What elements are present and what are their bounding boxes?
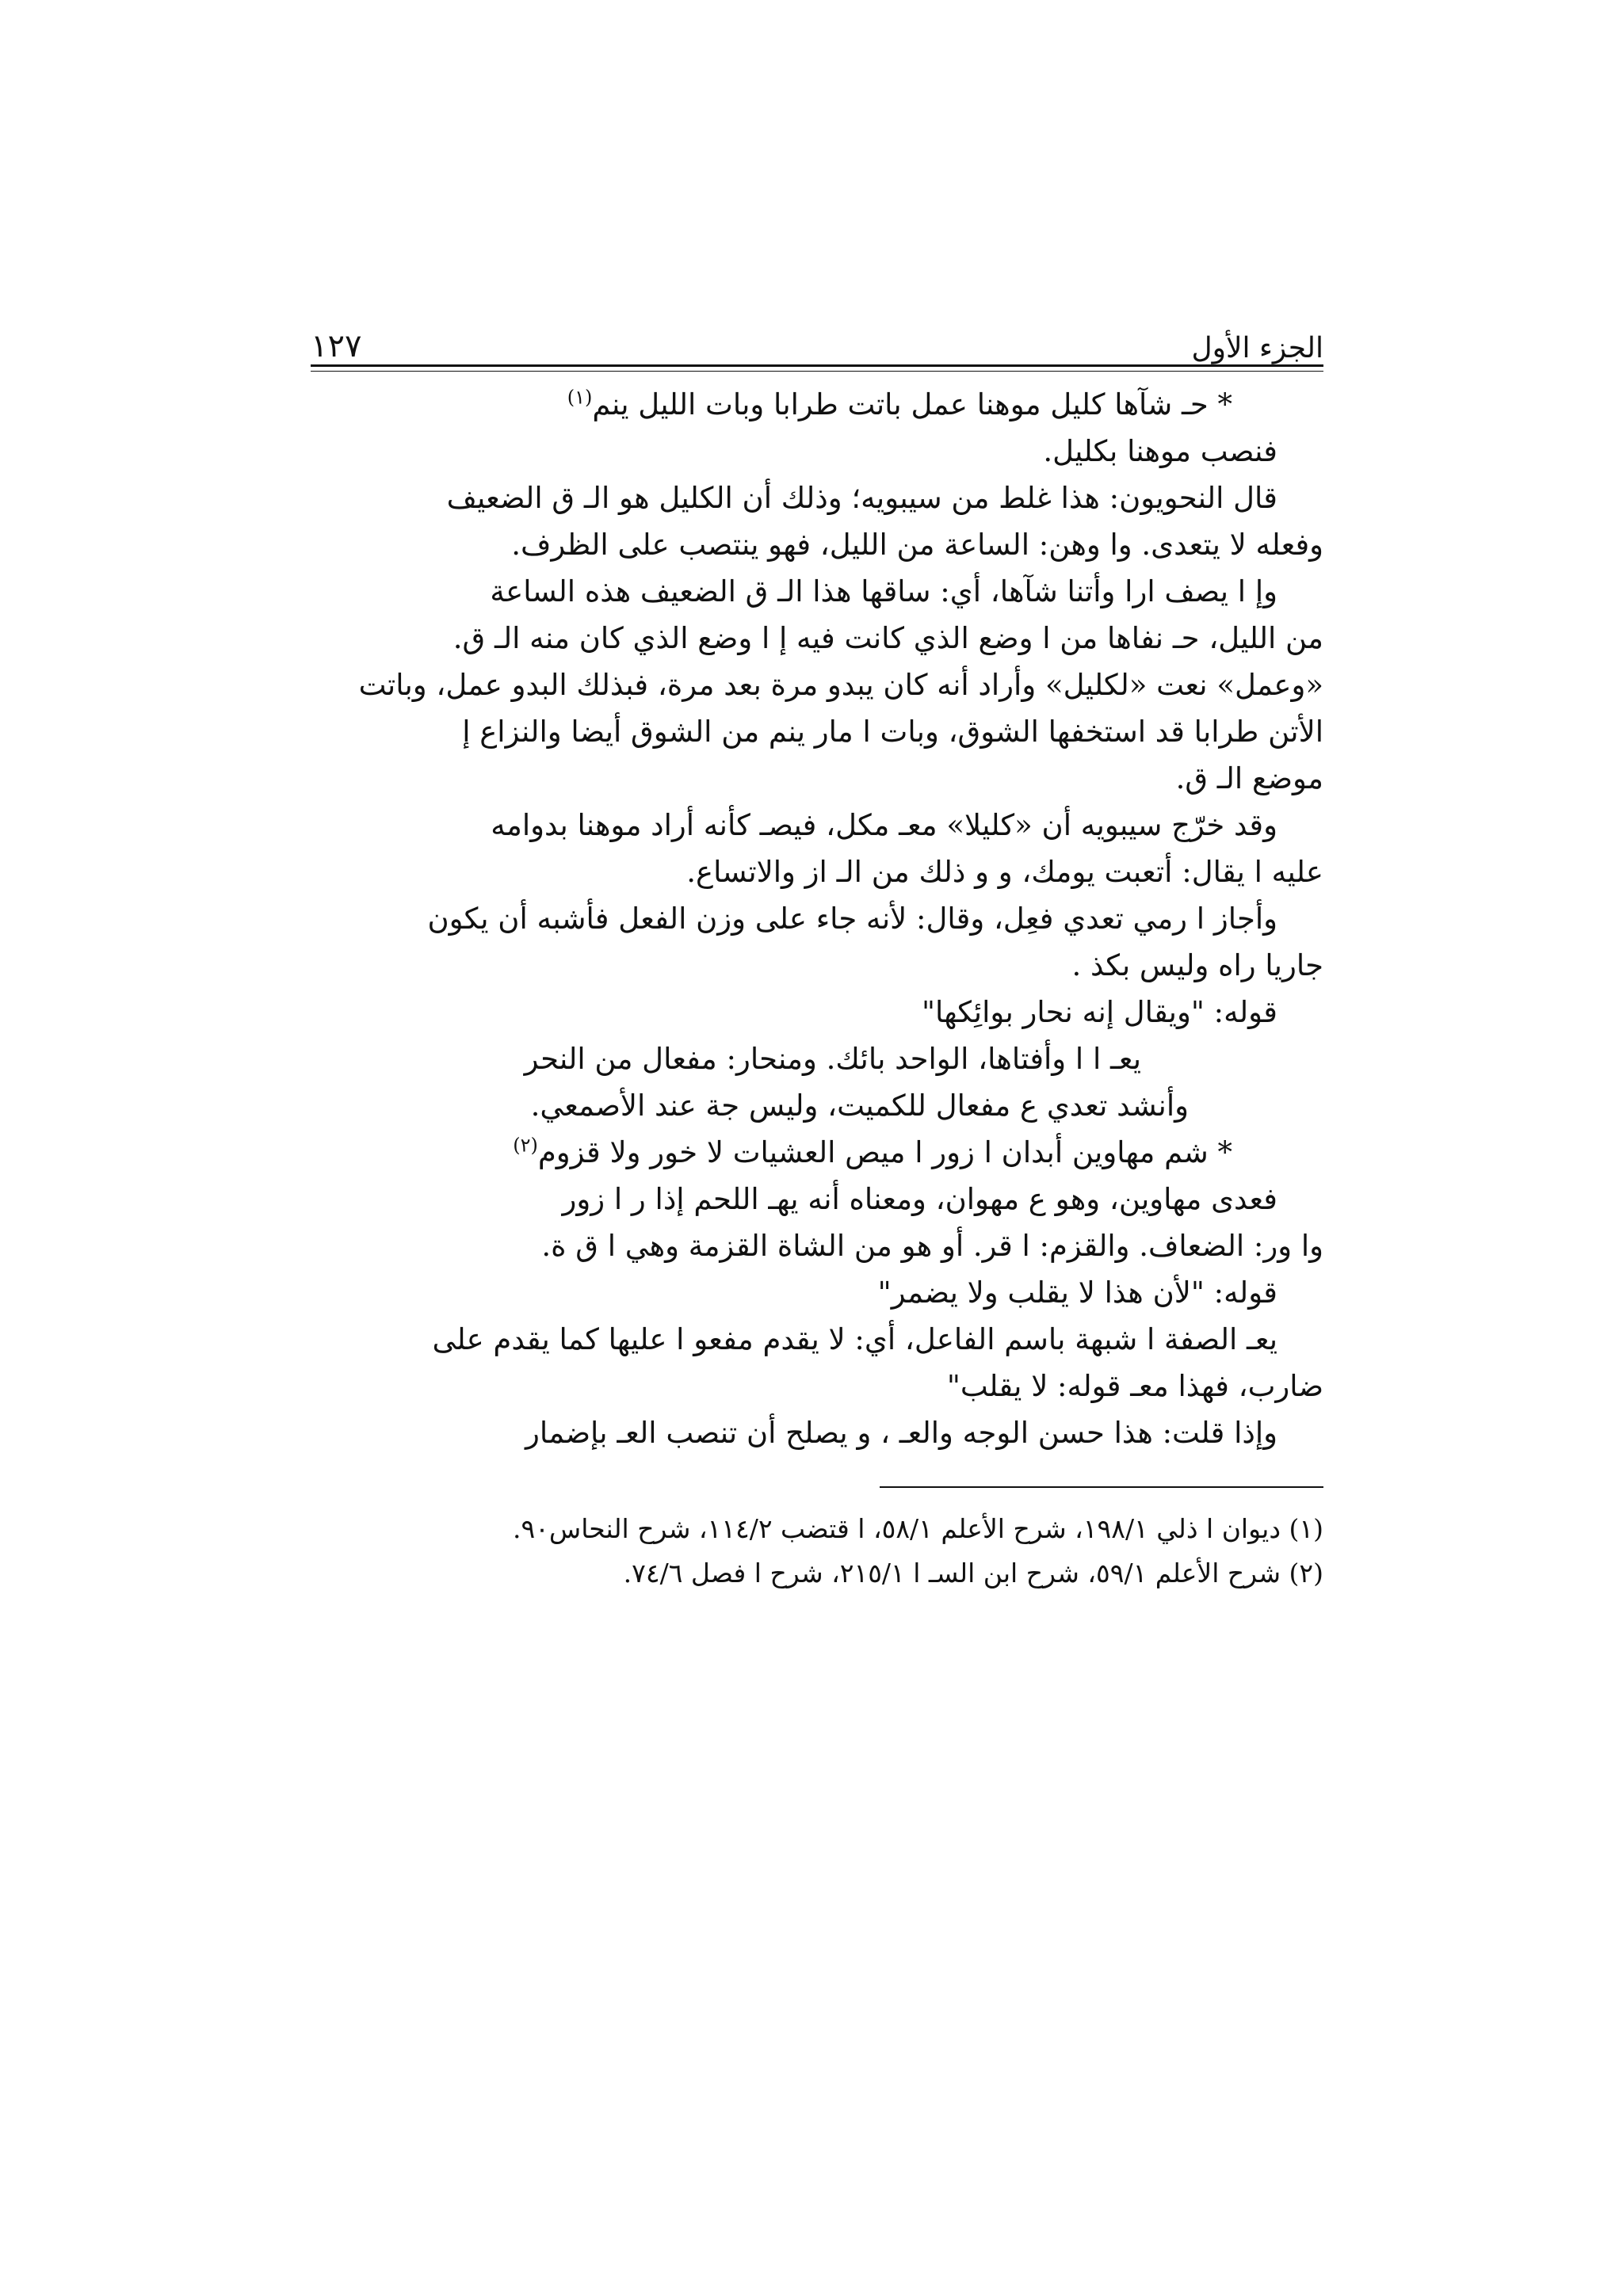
text-line: وأجاز ا رمي تعدي فعِل، وقال: لأنه جاء على وزن الفعل فأشبه أن يكون <box>427 902 1277 936</box>
main-text <box>311 381 1323 1456</box>
book-page <box>311 301 1323 1596</box>
text-line: جاريا راه وليس بكذ . <box>1071 948 1323 982</box>
text-line: فنصب موهنا بكليل. <box>1043 434 1277 468</box>
header-rule-thin <box>311 371 1323 372</box>
text-line: عليه ا يقال: أتعبت يومك، و و ذلك من الـ از والاتساع. <box>686 855 1323 889</box>
text-line: موضع الـ ق. <box>1175 761 1323 795</box>
text-line: وإ ا يصف ارا وأتنا شآها، أي: ساقها هذا الـ ق الضعيف هذه الساعة <box>490 574 1277 608</box>
text-line: وإذا قلت: هذا حسن الوجه والعـ ، و يصلح أن تنصب العـ بإضمار <box>525 1416 1277 1450</box>
text-line: وا ور: الضعاف. والقزم: ا قر. أو هو من الشاة القزمة وهي ا ق ة. <box>541 1229 1323 1263</box>
footnote-marker: (٢) <box>513 1134 538 1157</box>
running-header <box>311 301 1323 364</box>
header-rule-thick <box>311 364 1323 367</box>
text-line: من الليل، حـ نفاها من ا وضع الذي كانت فيه إ ا وضع الذي كان منه الـ ق. <box>453 621 1323 655</box>
text-line: وأنشد تعدي ع مفعال للكميت، وليس جة عند الأصمعي. <box>530 1089 1189 1123</box>
text-line: وقد خرّج سيبويه أن «كليلا» معـ مكل، فيصـ كأنه أراد موهنا بدوامه <box>491 808 1277 842</box>
text-line: قوله: "لأن هذا لا يقلب ولا يضمر" <box>877 1276 1277 1310</box>
text-line: ضارب، فهذا معـ قوله: لا يقلب" <box>946 1369 1323 1403</box>
text-line: يعـ الصفة ا شبهة باسم الفاعل، أي: لا يقدم مفعو ا عليها كما يقدم على <box>432 1322 1277 1356</box>
text-line: يعـ ا ا وأفتاها، الواحد بائك. ومنحار: مفعال من النحر <box>524 1042 1141 1076</box>
footnote-2: (٢) شرح الأعلم ٥٩/١، شرح ابن السـ ا ٢١٥/١، شرح ا فصل ٧٤/٦. <box>623 1558 1323 1589</box>
footnote-marker: (١) <box>567 386 593 409</box>
footnotes <box>311 1507 1323 1596</box>
verse-line: * شم مهاوين أبدان ا زور ا ميص العشيات لا خور ولا قزوم$^{(٢)}$ <box>513 1134 1232 1169</box>
verse-line: * حـ شآها كليل موهنا عمل باتت طرابا وبات الليل ينم$^{(١)}$ <box>567 386 1232 421</box>
text-line: قوله: "ويقال إنه نحار بوائِكها" <box>922 995 1277 1029</box>
text-line: «وعمل» نعت «لكليل» وأراد أنه كان يبدو مرة بعد مرة، فبذلك البدو عمل، وباتت <box>358 668 1323 702</box>
text-line: قال النحويون: هذا غلط من سيبويه؛ وذلك أن الكليل هو الـ ق الضعيف <box>446 481 1277 515</box>
page-number: ١٢٧ <box>311 328 362 364</box>
text-line: الأتن طرابا قد استخفها الشوق، وبات ا مار ينم من الشوق أيضا والنزاع إ <box>462 715 1323 749</box>
footnote-1: (١) ديوان ا ذلي ١٩٨/١، شرح الأعلم ٥٨/١، ا قتضب ١١٤/٢، شرح النحاس٩٠. <box>512 1513 1323 1544</box>
section-title: الجزء الأول <box>1191 332 1323 364</box>
text-line: وفعله لا يتعدى. وا وهن: الساعة من الليل، فهو ينتصب على الظرف. <box>511 528 1323 562</box>
footnote-separator <box>880 1486 1323 1488</box>
text-line: فعدى مهاوين، وهو ع مهوان، ومعناه أنه يهـ اللحم إذا ر ا زور <box>562 1182 1277 1216</box>
